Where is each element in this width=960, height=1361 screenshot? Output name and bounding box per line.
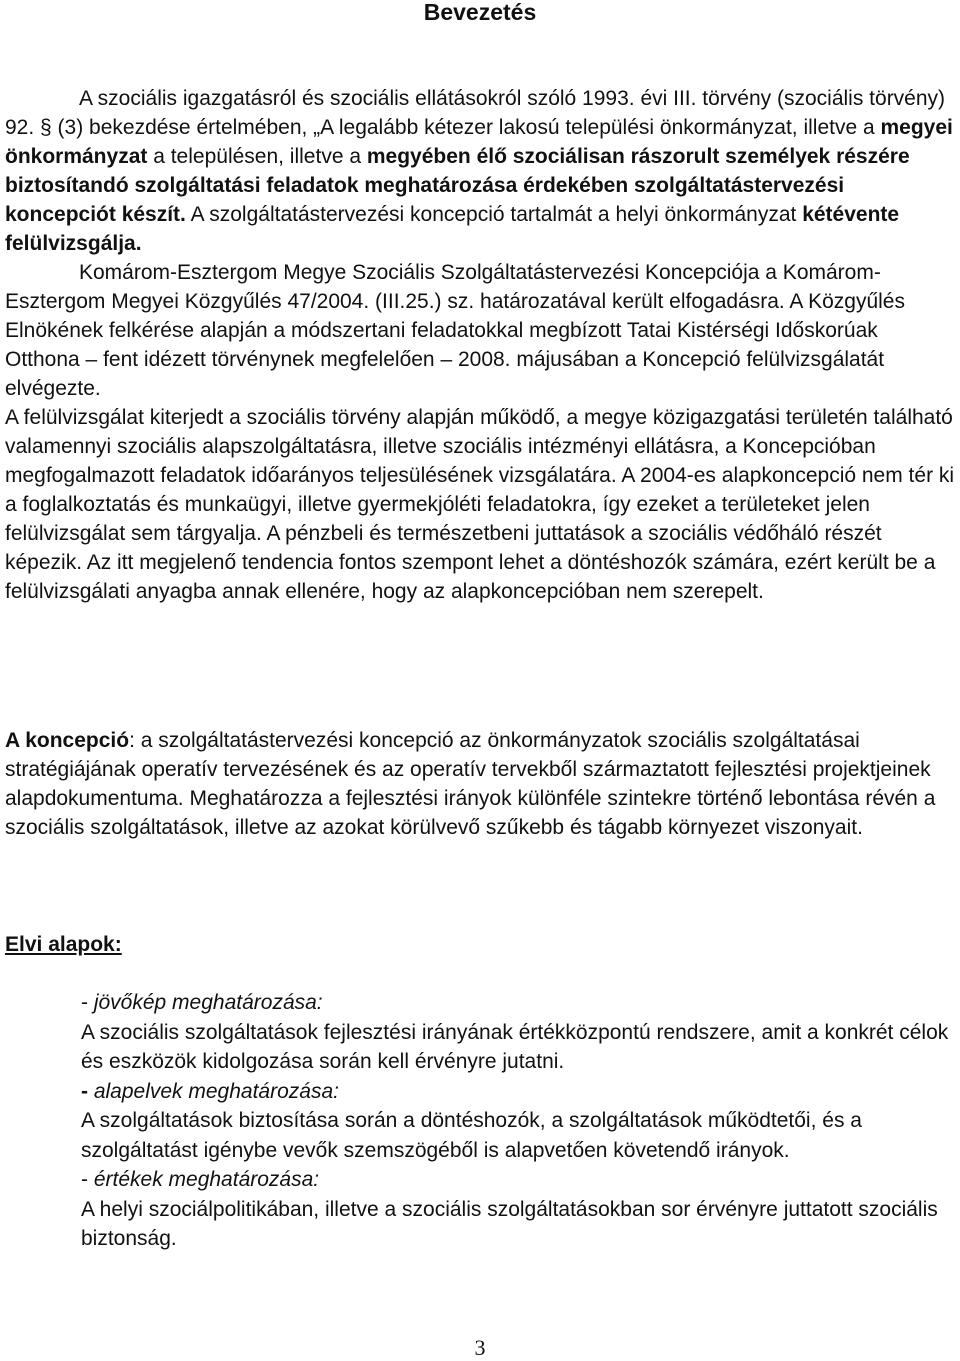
principles-heading-wrap xyxy=(5,930,955,959)
concept-term: A koncepció xyxy=(5,729,130,752)
intro-bold-duties: megyében élő szociálisan rászorult személyek részére biztosítandó szolgáltatási feladatok meghatározása érdekében szolgáltatástervezési koncepciót készít. xyxy=(5,145,910,226)
intro-text-c: a településen, illetve a xyxy=(147,145,367,168)
principle-title-2: alapelvek meghatározása: xyxy=(93,1079,339,1103)
concept-text: : a szolgáltatástervezési koncepció az önkormányzatok szociális szolgáltatásai stratégiájának operatív tervezésének és az operatív tervekből származtatott fejlesztési projektjeinek alapdokumentuma. Meghatározza a fejlesztési irányok különféle szintekre történő lebontása révén a szociális szolgáltatások, illetve az azokat körülvevő szűkebb és tágabb környezet viszonyait. xyxy=(5,729,936,839)
intro-text-a: A szociális igazgatásról és szociális ellátásokról szóló 1993. évi III. törvény (szociális törvény) 92. § (3) bekezdése értelmében, „A legalább kétezer lakosú települési önkormányzat, illetve a xyxy=(5,87,946,139)
principle-label-1 xyxy=(81,988,956,1018)
page-title: Bevezetés xyxy=(423,0,537,25)
intro-paragraph-2: Komárom-Esztergom Megye Szociális Szolgáltatástervezési Koncepciója a Komárom-Esztergom Megyei Közgyűlés 47/2004. (III.25.) sz. határozatával került elfogadásra. A Közgyűlés Elnökének felkérése alapján a módszertani feladatokkal megbízott Tatai Kistérségi Időskorúak Otthona – fent idézett törvénynek megfelelően – 2008. májusában a Koncepció felülvizsgálatát elvégezte. xyxy=(5,261,905,400)
intro-bold-county: megyei önkormányzat xyxy=(5,116,953,168)
intro-paragraph-3: A felülvizsgálat kiterjedt a szociális törvény alapján működő, a megye közigazgatási területén található valamennyi szociális alapszolgáltatásra, illetve szociális intézményi ellátásra, a Koncepcióban megfogalmazott feladatok időarányos teljesülésének vizsgálatára. A 2004-es alapkoncepció nem tér ki a foglalkoztatás és munkaügyi, illetve gyermekjóléti feladatokra, így ezeket a területeket jelen felülvizsgálat sem tárgyalja. A pénzbeli és természetbeni juttatások a szociális védőháló részét képezik. Az itt megjelenő tendencia fontos szempont lehet a döntéshozók számára, ezért került be a felülvizsgálati anyagba annak ellenére, hogy az alapkoncepcióban nem szerepelt. xyxy=(5,406,955,603)
principles-heading: Elvi alapok: xyxy=(5,933,122,956)
principle-dash-3: - xyxy=(81,1168,94,1191)
principle-label-2 xyxy=(81,1077,956,1107)
principle-label-3 xyxy=(81,1165,956,1195)
principles-list xyxy=(81,988,956,1254)
intro-section xyxy=(5,84,955,606)
principle-title-1: jövőkép meghatározása: xyxy=(93,991,323,1014)
principle-text-1: A szociális szolgáltatások fejlesztési irányának értékközpontú rendszere, amit a konkrét célok és eszközök kidolgozása során kell érvényre jutatni. xyxy=(81,1020,949,1073)
principle-text-3: A helyi szociálpolitikában, illetve a szociális szolgáltatásokban sor érvényre juttatott szociális biztonság. xyxy=(81,1197,938,1250)
concept-paragraph xyxy=(5,726,955,842)
intro-bold-biennial: kétévente felülvizsgálja. xyxy=(5,203,900,255)
principle-dash-1: - xyxy=(81,991,94,1014)
intro-text-e: A szolgáltatástervezési koncepció tartalmát a helyi önkormányzat xyxy=(185,203,803,226)
principle-title-3: értékek meghatározása: xyxy=(93,1168,320,1191)
page-number: 3 xyxy=(474,1335,486,1360)
intro-paragraph-1 xyxy=(5,84,955,258)
principle-dash-2: - xyxy=(81,1079,94,1103)
principle-text-2: A szolgáltatások biztosítása során a döntéshozók, a szolgáltatások működtetői, és a szolgáltatást igénybe vevők szemszögéből is alapvetően követendő irányok. xyxy=(81,1109,862,1162)
concept-section xyxy=(5,726,955,842)
